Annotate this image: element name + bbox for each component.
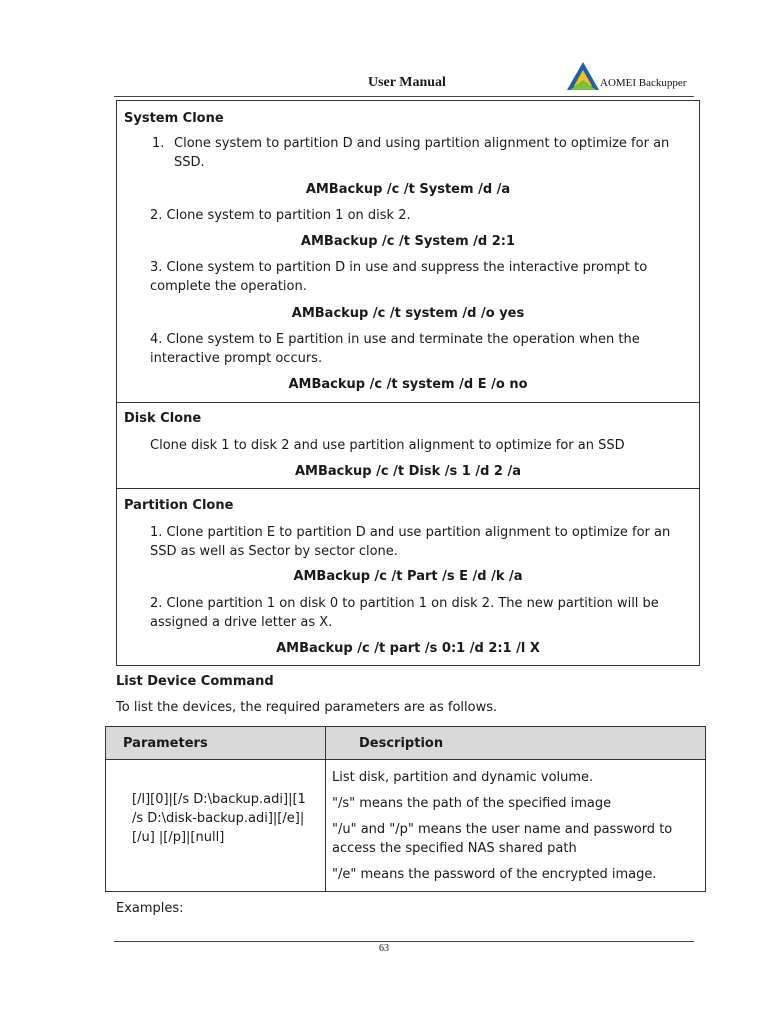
footer-rule (114, 941, 694, 942)
system-clone-item1-number: 1. (152, 136, 165, 151)
parameters-table (105, 726, 706, 892)
logo-text: AOMEI Backupper (600, 77, 687, 89)
row-divider (117, 402, 699, 403)
system-clone-cmd1: AMBackup /c /t System /d /a (305, 182, 511, 197)
system-clone-item1-line1: Clone system to partition D and using partition alignment to optimize for an (174, 136, 670, 151)
description-line1: List disk, partition and dynamic volume. (332, 770, 594, 785)
partition-clone-item1-line1: 1. Clone partition E to partition D and use partition alignment to optimize for an (150, 525, 671, 540)
partition-clone-item2-line2: assigned a drive letter as X. (150, 615, 333, 630)
system-clone-item3-line2: complete the operation. (150, 279, 307, 294)
partition-clone-item1-line2: SSD as well as Sector by sector clone. (150, 544, 398, 559)
description-line4: access the specified NAS shared path (332, 841, 577, 856)
partition-clone-title: Partition Clone (124, 498, 234, 513)
header-rule (114, 96, 694, 97)
description-line5: "/e" means the password of the encrypted image. (332, 867, 657, 882)
header-parameters: Parameters (123, 736, 208, 751)
system-clone-cmd4: AMBackup /c /t system /d E /o no (288, 377, 528, 392)
partition-clone-cmd1: AMBackup /c /t Part /s E /d /k /a (293, 569, 523, 584)
clone-commands-table (116, 100, 700, 666)
aomei-logo-icon (566, 60, 600, 92)
system-clone-cmd3: AMBackup /c /t system /d /o yes (291, 306, 525, 321)
page-header (114, 58, 694, 98)
column-divider (325, 727, 326, 891)
system-clone-cmd2: AMBackup /c /t System /d 2:1 (300, 234, 516, 249)
examples-label: Examples: (116, 901, 184, 916)
list-device-intro: To list the devices, the required parameters are as follows. (116, 700, 498, 715)
header-title: User Manual (368, 75, 446, 90)
disk-clone-title: Disk Clone (124, 411, 202, 426)
description-line3: "/u" and "/p" means the user name and password to (332, 822, 673, 837)
parameters-cell: [/l][0]|[/s D:\backup.adi]|[1 /s D:\disk-backup.adi]|[/e]|[/u] |[/p]|[null] (132, 792, 306, 845)
page-number: 63 (379, 943, 389, 954)
row-divider (117, 488, 699, 489)
system-clone-item4-line1: 4. Clone system to E partition in use and terminate the operation when the (150, 332, 640, 347)
system-clone-title: System Clone (124, 111, 224, 126)
system-clone-item4-line2: interactive prompt occurs. (150, 351, 323, 366)
system-clone-item3-line1: 3. Clone system to partition D in use and suppress the interactive prompt to (150, 260, 648, 275)
disk-clone-line1: Clone disk 1 to disk 2 and use partition alignment to optimize for an SSD (150, 438, 625, 453)
partition-clone-cmd2: AMBackup /c /t part /s 0:1 /d 2:1 /l X (276, 641, 540, 656)
partition-clone-item2-line1: 2. Clone partition 1 on disk 0 to partition 1 on disk 2. The new partition will be (150, 596, 659, 611)
list-device-title: List Device Command (116, 674, 274, 689)
description-line2: "/s" means the path of the specified image (332, 796, 612, 811)
header-description: Description (359, 736, 444, 751)
system-clone-item1-line2: SSD. (174, 155, 205, 170)
disk-clone-cmd: AMBackup /c /t Disk /s 1 /d 2 /a (295, 464, 521, 479)
system-clone-item2-line1: 2. Clone system to partition 1 on disk 2. (150, 208, 411, 223)
